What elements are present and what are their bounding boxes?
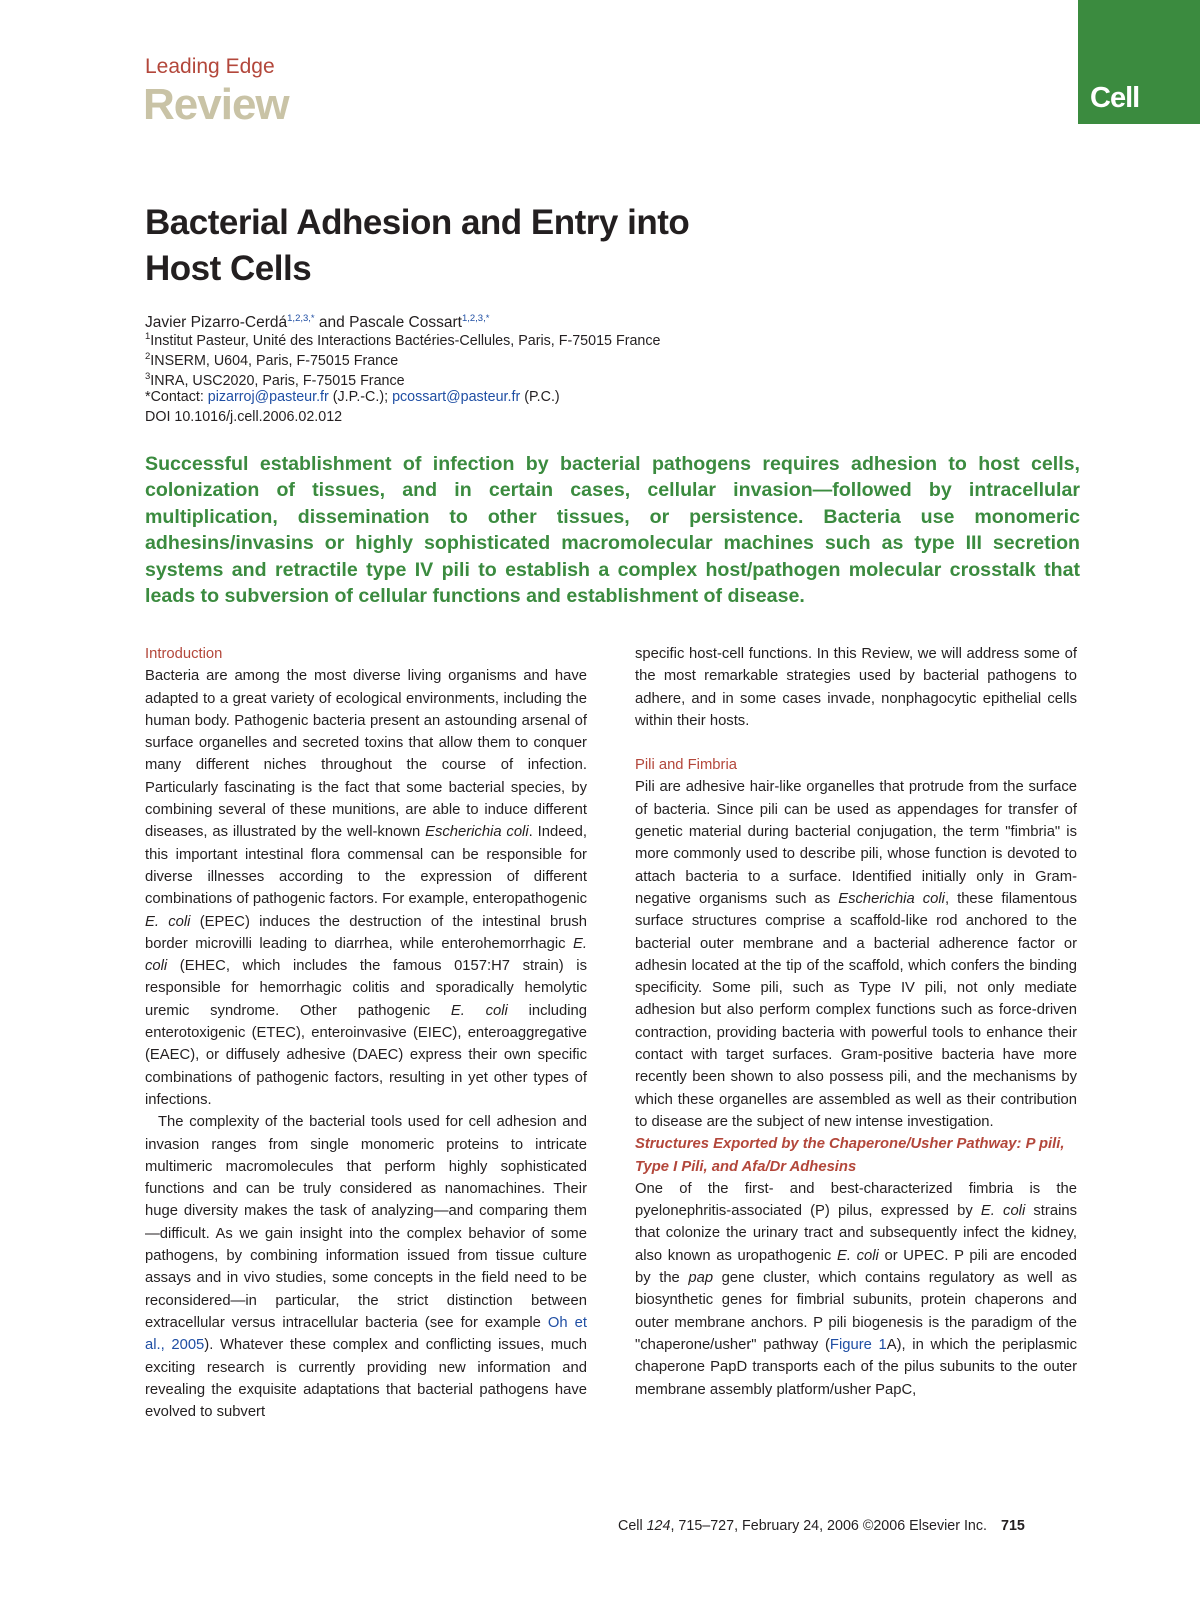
species-name: E. coli <box>145 913 191 930</box>
contact-separator: (J.P.-C.); <box>328 389 393 405</box>
author-affiliation-marker[interactable]: 1,2,3,* <box>461 313 490 324</box>
article-title: Bacterial Adhesion and Entry into Host Cells <box>145 203 690 288</box>
species-name: E. coli <box>450 1002 508 1019</box>
affiliation-number: 1 <box>145 331 151 342</box>
species-name: E. coli <box>980 1203 1026 1220</box>
abstract: Successful establishment of infection by bacterial pathogens requires adhesion to host cells, colonization of tissues, and in certain cases, cellular invasion—followed by intracellular multiplication, dissemination to other tissues, or persistence. Bacteria use monomeric adhesins/invasins or highly sophisticated macromolecular machines such as type III secretion systems and retractile type IV pili to establish a complex host/pathogen molecular crosstalk that leads to subversion of cellular functions and establishment of disease. <box>145 453 1080 608</box>
footer-volume: 124 <box>646 1518 671 1534</box>
text-run: (EPEC) induces the destruction of the intestinal brush border microvilli leading to diarrhea, while enterohemorrhagic <box>145 913 587 952</box>
contact-line <box>145 387 560 407</box>
text-run: gene cluster, which contains regulatory as well as biosynthetic genes for fimbrial subunits, protein chaperons and outer membrane anchors. P pili biogenesis is the paradigm of the "chaperone/usher" pathway ( <box>635 1270 1078 1353</box>
text-run: ). Whatever these complex and conflicting issues, much exciting research is currently providing new information and revealing the exquisite adaptations that bacterial pathogens have evolved to subvert <box>145 1337 587 1421</box>
text-run: One of the first- and best-characterized fimbria is the pyelonephritis-associated (P) pilus, expressed by <box>635 1180 1077 1220</box>
text-run: including enterotoxigenic (ETEC), enteroinvasive (EIEC), enteroaggregative (EAEC), or diffusely adhesive (DAEC) express their own specific combinations of pathogenic factors, resulting in yet other types of infections. <box>145 1002 587 1108</box>
footer-journal: Cell <box>618 1518 647 1534</box>
author-affiliation-marker[interactable]: 1,2,3,* <box>287 313 315 324</box>
article-type-label: Review <box>143 80 289 129</box>
affiliation-number: 3 <box>145 371 151 382</box>
paragraph <box>145 1111 587 1423</box>
contact-label: *Contact: <box>145 389 208 405</box>
author-name: Pascale Cossart <box>349 314 462 331</box>
citation-link[interactable]: Oh et al., 2005 <box>145 1314 587 1354</box>
footer-citation: , 715–727, February 24, 2006 ©2006 Elsevier Inc. <box>670 1518 987 1534</box>
text-run: (EHEC, which includes the famous 0157:H7 strain) is responsible for hemorrhagic colitis and sporadically hemolytic uremic syndrome. Other pathogenic <box>145 958 587 1019</box>
author-name: Javier Pizarro-Cerdá <box>145 314 288 331</box>
text-run: The complexity of the bacterial tools used for cell adhesion and invasion ranges from single monomeric proteins to intricate multimeric macromolecules that perform highly sophisticated functions and can be truly considered as nanomachines. Their huge diversity makes the task of analyzing—and comparing them—difficult. As we gain insight into the complex behavior of some pathogens, by combining information issued from tissue culture assays and in vivo studies, some concepts in the field need to be reconsidered—in particular, the strict distinction between extracellular versus intracellular bacteria (see for example <box>145 1114 587 1331</box>
species-name: Escherichia coli <box>425 824 529 841</box>
affiliation-text: Institut Pasteur, Unité des Interactions Bactéries-Cellules, Paris, F-75015 France <box>150 333 661 349</box>
text-run: Pili are adhesive hair-like organelles that protrude from the surface of bacteria. Since pili can be used as appendages for transfer of genetic material during bacterial conjugation, the term "fimbria" is more commonly used to describe pili, whose function is devoted to attach bacteria to a surface. Identified initially only in Gram-negative organisms such as <box>635 779 1077 907</box>
text-run: , these filamentous surface structures comprise a scaffold-like rod anchored to the bacterial outer membrane and a bacterial adherence factor or adhesin located at the tip of the scaffold, which confers the binding specificity. Some pili, such as Type IV pili, not only mediate adhesion but also perform complex functions such as force-driven contraction, providing bacteria with powerful tools to enhance their contact with target surfaces. Gram-positive bacteria have more recently been shown to also possess pili, and the mechanisms by which these organelles are assembled as well as their contribution to disease are the subject of new intense investigation. <box>635 890 1077 1130</box>
journal-logo <box>1078 0 1200 124</box>
section-heading: Pili and Fimbria <box>635 757 737 774</box>
author-joiner: and <box>314 314 350 331</box>
paragraph: specific host-cell functions. In this Review, we will address some of the most remarkable strategies used by bacterial pathogens to adhere, and in some cases invade, nonphagocytic epithelial cells within their hosts. <box>635 646 1077 729</box>
species-name: Escherichia coli <box>838 890 945 907</box>
doi: DOI 10.1016/j.cell.2006.02.012 <box>145 409 343 425</box>
journal-logo-text: Cell <box>1090 82 1140 114</box>
section-heading: Introduction <box>145 646 223 662</box>
affiliation-text: INRA, USC2020, Paris, F-75015 France <box>150 373 405 389</box>
species-name: E. coli <box>145 935 587 975</box>
body-column-left <box>145 643 587 1423</box>
paragraph <box>635 776 1077 1133</box>
page-footer <box>618 1518 1025 1534</box>
paragraph <box>635 1178 1077 1401</box>
species-name: E. coli <box>836 1247 879 1264</box>
email-link[interactable]: pcossart@pasteur.fr <box>392 389 521 405</box>
text-run: or UPEC. P pili are encoded by the <box>635 1247 1077 1287</box>
text-run: A), in which the periplasmic chaperone PapD transports each of the pilus subunits to the outer membrane assembly platform/usher PapC, <box>635 1336 1077 1398</box>
text-run: . Indeed, this important intestinal flora commensal can be responsible for diverse illnesses according to the expression of different combinations of pathogenic factors. For example, enteropathogenic <box>145 824 587 908</box>
paragraph <box>145 665 587 1111</box>
spacer <box>635 732 1077 754</box>
affiliation-number: 2 <box>145 351 151 362</box>
text-run: strains that colonize the urinary tract and subsequently infect the kidney, also known as uropathogenic <box>635 1203 1077 1264</box>
email-link[interactable]: pizarroj@pasteur.fr <box>207 389 329 405</box>
gene-name: pap <box>688 1270 714 1287</box>
figure-link[interactable]: Figure 1 <box>829 1336 887 1353</box>
page-number: 715 <box>1001 1518 1025 1534</box>
affiliation-text: INSERM, U604, Paris, F-75015 France <box>150 353 399 369</box>
body-column-right <box>635 643 1077 1401</box>
section-label: Leading Edge <box>145 55 275 78</box>
contact-suffix: (P.C.) <box>520 389 560 405</box>
text-run: Bacteria are among the most diverse living organisms and have adapted to a great variety of ecological environments, including the human body. Pathogenic bacteria present an astounding arsenal of surface organelles and secreted toxins that allow them to conquer many different niches throughout the course of infection. Particularly fascinating is the fact that some bacterial species, by combining several of these munitions, are able to induce different diseases, as illustrated by the well-known <box>145 668 587 841</box>
subsection-heading: Structures Exported by the Chaperone/Usher Pathway: P pili, Type I Pili, and Afa/Dr Adhesins <box>635 1136 1065 1175</box>
